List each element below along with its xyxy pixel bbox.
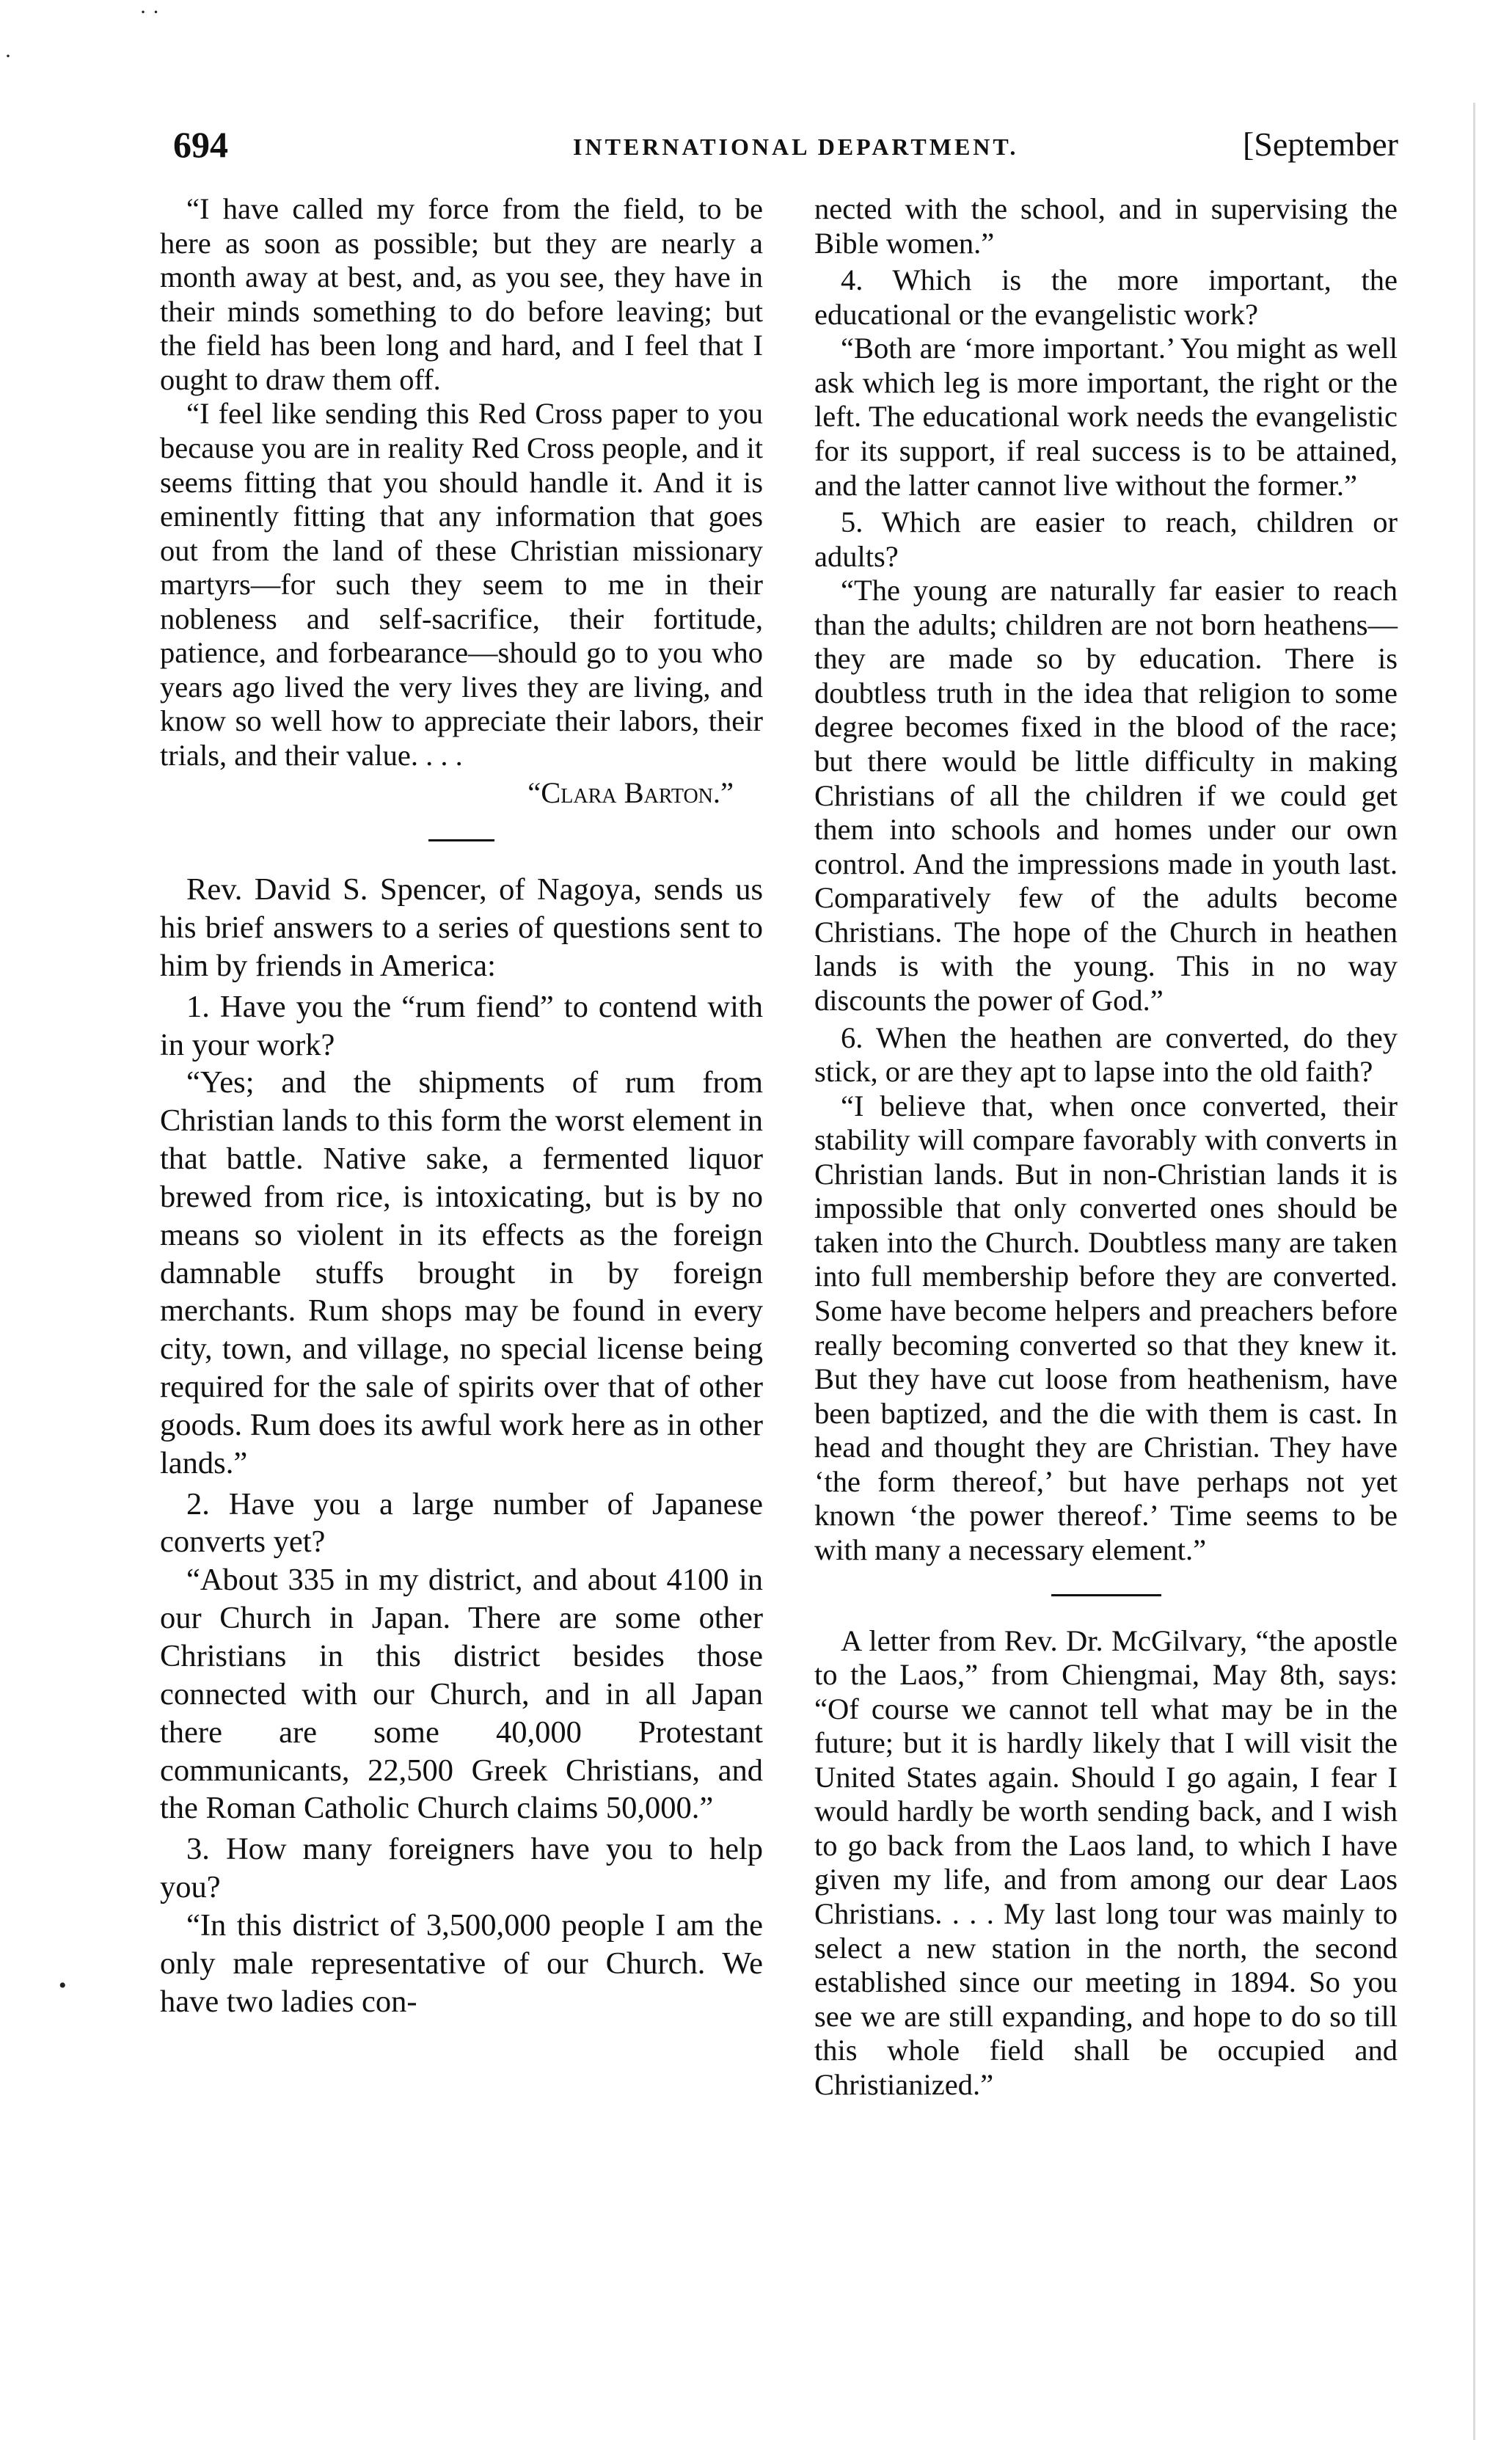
scan-edge-shadow — [1473, 103, 1475, 2440]
answer-2: “About 335 in my district, and about 4100 in our Church in Japan. There are some other Christians in this district besides those connected with our Church, and in all Japan there are some 40,000 Protestant communicants, 22,500 Greek Christians, and the Roman Catholic Church claims 50,000.” — [160, 1563, 763, 1826]
answer-3-start: “In this district of 3,500,000 people I am the only male representative of our Church. We have two ladies con- — [160, 1907, 763, 2019]
answer-5: “The young are naturally far easier to reach than the adults; children are not born heathens—they are made so by education. There is doubtless truth in the idea that religion to some degree becomes fixed in the blood of the race; but there would be little difficulty in making Christians of all the children if we could get them into schools and homes under our own control. And the impressions made in youth last. Comparatively few of the adults become Christians. The hope of the Church in heathen lands is with the young. This in no way discounts the power of God.” — [814, 574, 1398, 1017]
running-head: INTERNATIONAL DEPARTMENT. — [573, 134, 1019, 160]
page-number: 694 — [173, 124, 228, 165]
left-column — [160, 192, 763, 2020]
scan-speck-1: · · — [139, 0, 160, 24]
scan-speck-3: • — [59, 1973, 67, 1998]
answer-4: “Both are ‘more important.’ You might as well ask which leg is more important, the right or the left. The educational work needs the evangelistic for its support, if real success is to be attained, and the latter cannot live without the former.” — [814, 332, 1398, 502]
question-6: 6. When the heathen are converted, do they stick, or are they apt to lapse into the old faith? — [814, 1020, 1398, 1089]
page-header — [173, 123, 1398, 182]
section-divider-2 — [1051, 1594, 1161, 1596]
question-2: 2. Have you a large number of Japanese converts yet? — [160, 1486, 763, 1560]
scan-speck-2: · — [4, 44, 12, 68]
question-5: 5. Which are easier to reach, children or adults? — [814, 505, 1398, 573]
mcgilvary-letter: A letter from Rev. Dr. McGilvary, “the apostle to the Laos,” from Chiengmai, May 8th, says: “Of course we cannot tell what may be in the future; but it is hardly likely that I will visit the United States again. Should I go again, I fear I would hardly be worth sending back, and I wish to go back from the Laos land, to which I have given my life, and from among our dear Laos Christians. . . . My last long tour was mainly to select a new station in the north, the second established since our meeting in 1894. So you see we are still expanding, and hope to do so till this whole field shall be occupied and Christianized.” — [814, 1623, 1398, 2101]
answer-6: “I believe that, when once converted, their stability will compare favorably with converts in Christian lands. But in non-Christian lands it is impossible that only converted ones should be taken into the Church. Doubtless many are taken into full membership before they are converted. Some have become helpers and preachers before really becoming converted so that they knew it. But they have cut loose from heathenism, have been baptized, and the die with them is cast. In head and thought they are Christian. They have ‘the form thereof,’ but have perhaps not yet known ‘the power thereof.’ Time seems to be with many a necessary element.” — [814, 1089, 1398, 1566]
right-column — [814, 192, 1398, 2102]
spencer-section — [160, 871, 763, 2020]
answer-1: “Yes; and the shipments of rum from Christian lands to this form the worst element in that battle. Native sake, a fermented liquor brewed from rice, is intoxicating, but is by no means so violent in its effects as the foreign damnable stuffs brought in by foreign merchants. Rum shops may be found in every city, town, and village, no special license being required for the sale of spirits over that of other goods. Rum does its awful work here as in other lands.” — [160, 1065, 763, 1480]
barton-letter-paragraph-1: “I have called my force from the field, to be here as soon as possible; but they are nearly a month away at best, and, as you see, they have in their minds something to do before leaving; but the field has been long and hard, and I feel that I ought to draw them off. — [160, 192, 763, 396]
spencer-intro: Rev. David S. Spencer, of Nagoya, sends us his brief answers to a series of questions sent to him by friends in America: — [160, 872, 763, 983]
barton-letter-paragraph-2: “I feel like sending this Red Cross paper to you because you are in reality Red Cross people, and it seems fitting that you should handle it. And it is eminently fitting that any information that goes out from the land of these Christian missionary martyrs—for such they seem to me in their nobleness and self-sacrifice, their fortitude, patience, and forbearance—should go to you who years ago lived the very lives they are living, and know so well how to appreciate their labors, their trials, and their value. . . . — [160, 397, 763, 772]
question-1: 1. Have you the “rum fiend” to contend with in your work? — [160, 989, 763, 1062]
answer-3-end: nected with the school, and in supervising the Bible women.” — [814, 192, 1398, 260]
question-3: 3. How many foreigners have you to help you? — [160, 1832, 763, 1905]
barton-signature: “Clara Barton.” — [527, 775, 734, 809]
question-4: 4. Which is the more important, the educational or the evangelistic work? — [814, 263, 1398, 331]
header-month: [September — [1242, 125, 1398, 163]
section-divider-1 — [428, 839, 494, 841]
